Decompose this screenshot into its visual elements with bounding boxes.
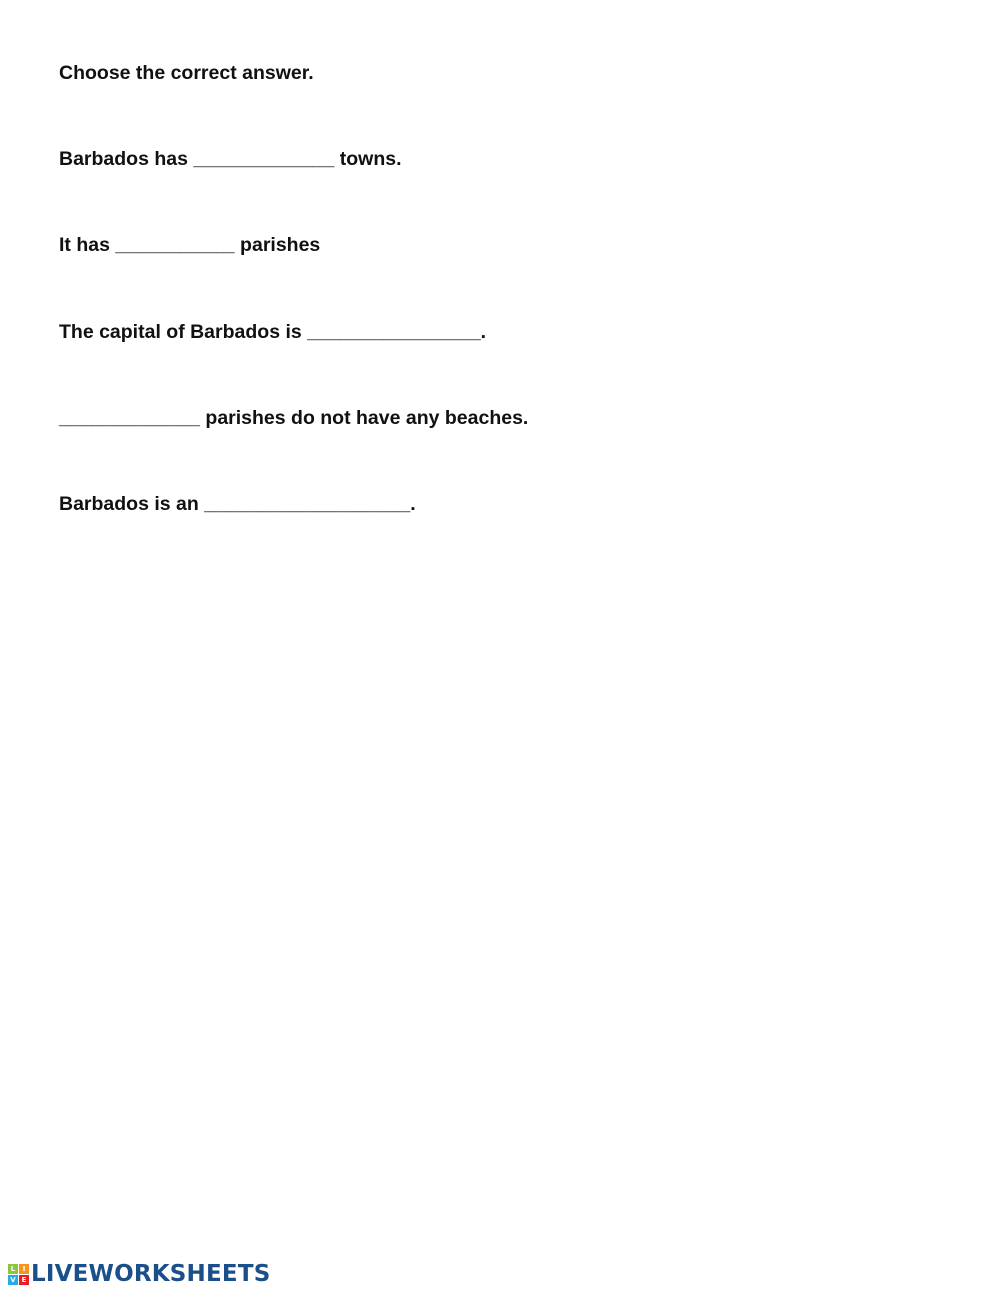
question-beaches: _____________ parishes do not have any beaches. (59, 407, 529, 429)
logo-block-v: V (8, 1275, 18, 1285)
question-towns: Barbados has _____________ towns. (59, 148, 402, 170)
logo-block-l: L (8, 1264, 18, 1274)
question-capital: The capital of Barbados is ________________. (59, 321, 487, 343)
logo-icon (8, 1264, 29, 1285)
brand-text: LIVEWORKSHEETS (31, 1261, 271, 1287)
instruction-text: Choose the correct answer. (59, 62, 314, 84)
question-island: Barbados is an ___________________. (59, 493, 416, 515)
logo-block-e: E (19, 1275, 29, 1285)
liveworksheets-logo (8, 1259, 270, 1289)
logo-block-i: I (19, 1264, 29, 1274)
question-parishes: It has ___________ parishes (59, 234, 321, 256)
